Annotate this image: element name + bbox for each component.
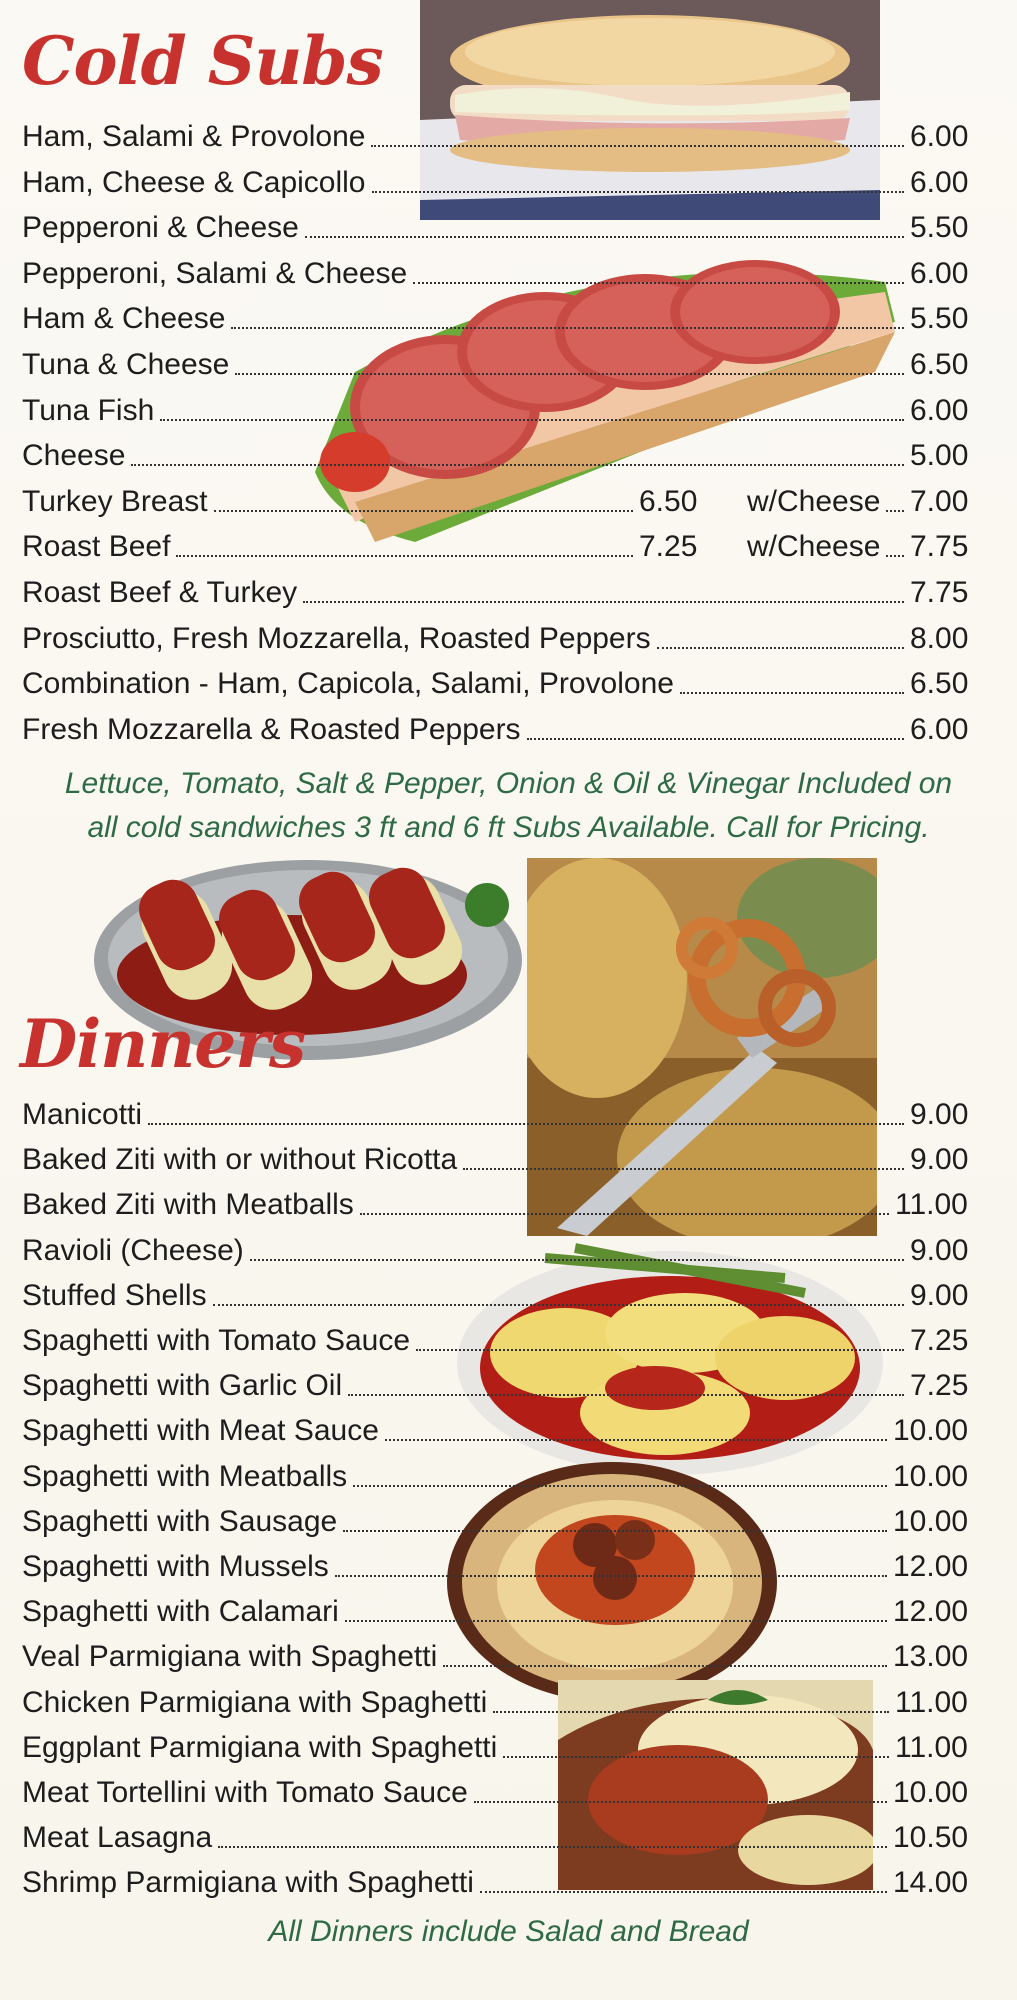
dotted-leader <box>348 1394 904 1396</box>
menu-item-price: 9.00 <box>910 1278 969 1312</box>
menu-item-price: 6.00 <box>910 256 969 290</box>
menu-item-price: 12.00 <box>893 1550 969 1583</box>
menu-item-name: Shrimp Parmigiana with Spaghetti <box>22 1866 474 1900</box>
menu-item-name: Stuffed Shells <box>22 1278 207 1312</box>
menu-item <box>22 1816 968 1860</box>
dotted-leader <box>176 555 633 557</box>
menu-item-price: 13.00 <box>893 1640 969 1674</box>
menu-item <box>22 1771 968 1815</box>
menu-item-name: Spaghetti with Garlic Oil <box>22 1369 343 1403</box>
menu-item-price: 7.25 <box>910 1324 969 1357</box>
dotted-leader <box>413 282 904 284</box>
menu-item <box>22 1229 968 1273</box>
menu-item-name: Baked Ziti with or without Ricotta <box>22 1143 458 1177</box>
menu-item-price: 9.00 <box>910 1143 969 1177</box>
menu-item-name: Baked Ziti with Meatballs <box>22 1188 354 1222</box>
menu-item-name: Spaghetti with Tomato Sauce <box>22 1324 411 1357</box>
menu-item-price: 7.75 <box>910 576 969 609</box>
menu-item-price: 7.25 <box>910 1369 969 1403</box>
menu-item <box>22 1093 968 1137</box>
menu-item <box>22 1545 968 1589</box>
menu-item <box>22 343 968 387</box>
menu-item-name: Spaghetti with Mussels <box>22 1550 329 1583</box>
menu-item <box>22 1274 968 1318</box>
menu-item-price: 11.00 <box>895 1730 968 1764</box>
dotted-leader <box>305 236 904 238</box>
menu-item-name: Combination - Ham, Capicola, Salami, Provolone <box>22 667 674 701</box>
menu-item <box>22 206 968 250</box>
menu-item-name: Fresh Mozzarella & Roasted Peppers <box>22 712 521 746</box>
menu-item-price: 6.50 <box>639 484 698 518</box>
menu-item-name: Ham, Cheese & Capicollo <box>22 165 366 199</box>
menu-item-name: Roast Beef & Turkey <box>22 576 298 609</box>
dinners-note: All Dinners include Salad and Bread <box>268 1915 749 1948</box>
menu-item-price: 6.50 <box>910 348 969 381</box>
dotted-leader <box>131 464 904 466</box>
menu-item <box>22 434 968 478</box>
menu-item-price: 6.50 <box>910 667 969 701</box>
menu-item-price: 8.00 <box>910 621 969 655</box>
menu-item-name: Tuna Fish <box>22 393 155 427</box>
menu-item-price: 5.50 <box>910 211 969 245</box>
dotted-leader <box>353 1485 887 1487</box>
menu-item <box>22 1590 968 1634</box>
menu-item-name: Spaghetti with Calamari <box>22 1595 339 1629</box>
menu-item-alt-price: 7.00 <box>910 484 969 518</box>
menu-item-name: Turkey Breast <box>22 484 208 518</box>
menu-item-name: Tuna & Cheese <box>22 348 230 381</box>
menu-item <box>22 1681 968 1725</box>
menu-item-price: 10.00 <box>893 1504 969 1538</box>
dotted-leader <box>235 373 904 375</box>
dotted-leader <box>371 145 904 147</box>
menu-item <box>22 1635 968 1679</box>
menu-item-price: 5.50 <box>910 302 969 336</box>
menu-item-price: 14.00 <box>893 1866 969 1900</box>
menu-item-price: 7.25 <box>639 530 698 564</box>
menu-item <box>22 662 968 706</box>
menu-item-name: Manicotti <box>22 1098 143 1131</box>
dotted-leader <box>657 647 904 649</box>
menu-item <box>22 1183 968 1227</box>
menu-item <box>22 1409 968 1453</box>
dotted-leader <box>372 191 904 193</box>
dotted-leader <box>474 1801 887 1803</box>
menu-item-price: 5.00 <box>910 439 969 473</box>
dotted-leader <box>218 1846 887 1848</box>
menu-item <box>22 617 968 661</box>
menu-item-name: Pepperoni, Salami & Cheese <box>22 256 408 290</box>
menu-item <box>22 389 968 433</box>
dotted-leader <box>335 1575 887 1577</box>
dotted-leader <box>480 1891 887 1893</box>
dotted-leader <box>343 1530 887 1532</box>
cold-subs-note-line-2: all cold sandwiches 3 ft and 6 ft Subs Available. Call for Pricing. <box>87 811 930 844</box>
menu-item <box>22 1861 968 1905</box>
dotted-leader <box>345 1620 887 1622</box>
dotted-leader <box>886 510 904 512</box>
dotted-leader <box>360 1213 889 1215</box>
menu-item-price: 9.00 <box>910 1233 969 1267</box>
dotted-leader <box>416 1349 904 1351</box>
menu-item-price: 6.00 <box>910 165 969 199</box>
menu-item-price: 10.50 <box>893 1821 969 1855</box>
menu-item <box>22 480 968 524</box>
menu-item <box>22 1138 968 1182</box>
dotted-leader <box>213 1304 904 1306</box>
menu-item <box>22 1726 968 1770</box>
menu-item-name: Chicken Parmigiana with Spaghetti <box>22 1685 488 1719</box>
menu-item <box>22 525 968 569</box>
menu-item-price: 9.00 <box>910 1098 969 1131</box>
cold-subs-note-line-1: Lettuce, Tomato, Salt & Pepper, Onion & Oil & Vinegar Included on <box>64 767 953 800</box>
menu-item-price: 10.00 <box>893 1459 969 1493</box>
menu-item <box>22 571 968 615</box>
menu-item-name: Spaghetti with Meat Sauce <box>22 1414 379 1448</box>
dotted-leader <box>385 1439 887 1441</box>
dotted-leader <box>463 1168 904 1170</box>
menu-item <box>22 252 968 296</box>
dotted-leader <box>214 510 633 512</box>
dinners-heading: Dinners <box>20 1005 306 1083</box>
dotted-leader <box>493 1711 889 1713</box>
menu-item-name: Cheese <box>22 439 126 473</box>
menu-item-alt-label: w/Cheese <box>747 484 881 518</box>
menu-item-name: Ham & Cheese <box>22 302 226 336</box>
menu-item <box>22 115 968 159</box>
menu-item <box>22 1455 968 1499</box>
menu-item-name: Veal Parmigiana with Spaghetti <box>22 1640 438 1674</box>
menu-item-name: Spaghetti with Meatballs <box>22 1459 348 1493</box>
menu-item <box>22 1319 968 1363</box>
dotted-leader <box>680 692 904 694</box>
menu-item-name: Meat Lasagna <box>22 1821 213 1855</box>
cold-subs-heading: Cold Subs <box>22 22 383 100</box>
dotted-leader <box>250 1259 904 1261</box>
dotted-leader <box>503 1756 889 1758</box>
dotted-leader <box>148 1123 904 1125</box>
menu-item-name: Roast Beef <box>22 530 171 564</box>
menu-item <box>22 161 968 205</box>
menu-item-price: 11.00 <box>895 1188 968 1222</box>
menu-item-alt-label: w/Cheese <box>747 530 881 564</box>
menu-item-name: Ham, Salami & Provolone <box>22 120 366 153</box>
dotted-leader <box>160 419 904 421</box>
menu-item-price: 10.00 <box>893 1414 969 1448</box>
menu-item <box>22 1500 968 1544</box>
menu-item-alt-price: 7.75 <box>910 530 969 564</box>
menu-item-name: Pepperoni & Cheese <box>22 211 299 245</box>
menu-item-price: 6.00 <box>910 712 969 746</box>
menu-item-name: Spaghetti with Sausage <box>22 1504 338 1538</box>
menu-item-name: Eggplant Parmigiana with Spaghetti <box>22 1730 498 1764</box>
dotted-leader <box>303 601 904 603</box>
menu-item <box>22 708 968 752</box>
menu-item-price: 11.00 <box>895 1685 968 1719</box>
menu-item-name: Ravioli (Cheese) <box>22 1233 244 1267</box>
menu-item-price: 12.00 <box>893 1595 969 1629</box>
menu-item-price: 10.00 <box>893 1776 969 1809</box>
menu-item-price: 6.00 <box>910 120 969 153</box>
dotted-leader <box>231 327 904 329</box>
menu-item <box>22 297 968 341</box>
menu-item-name: Meat Tortellini with Tomato Sauce <box>22 1776 468 1809</box>
menu-item-price: 6.00 <box>910 393 969 427</box>
dotted-leader <box>886 555 904 557</box>
menu-item <box>22 1364 968 1408</box>
menu-item-name: Prosciutto, Fresh Mozzarella, Roasted Peppers <box>22 621 651 655</box>
dotted-leader <box>443 1665 887 1667</box>
dotted-leader <box>527 738 904 740</box>
